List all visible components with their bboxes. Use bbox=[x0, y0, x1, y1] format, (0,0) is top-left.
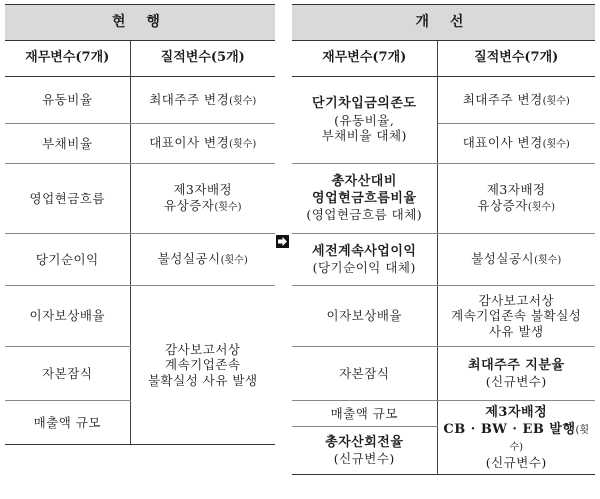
improved-qual-cell: 대표이사 변경(횟수) bbox=[437, 124, 595, 164]
current-fin-cell: 이자보상배율 bbox=[5, 286, 130, 347]
improved-qual-cell: 불성실공시(횟수) bbox=[437, 234, 595, 286]
improved-qual-cell: 제3자배정 유상증자(횟수) bbox=[437, 164, 595, 234]
improved-qual-cell: 감사보고서상 계속기업존속 불확실성 사유 발생 bbox=[437, 286, 595, 347]
current-col-qualitative: 질적변수(5개) bbox=[130, 41, 275, 77]
current-fin-cell: 매출액 규모 bbox=[5, 401, 130, 445]
current-qual-line: 불확실성 사유 발생 bbox=[147, 372, 258, 388]
current-fin-cell: 자본잠식 bbox=[5, 347, 130, 401]
improved-fin-cell: 자본잠식 bbox=[292, 347, 437, 401]
improved-fin-cell: 세전계속사업이익 (당기순이익 대체) bbox=[292, 234, 437, 286]
current-fin-cell: 당기순이익 bbox=[5, 234, 130, 286]
improved-qual-cell: 최대주주 변경(횟수) bbox=[437, 77, 595, 124]
improved-fin-cell: 총자산대비 영업현금흐름비율 (영업현금흐름 대체) bbox=[292, 164, 437, 234]
current-qual-cell: 불성실공시(횟수) bbox=[130, 234, 275, 286]
arrow-right-icon bbox=[276, 235, 289, 248]
current-qual-line: 계속기업존속 bbox=[165, 357, 241, 373]
improved-qual-cell: 최대주주 지분율 (신규변수) bbox=[437, 347, 595, 401]
current-col-financial: 재무변수(7개) bbox=[5, 41, 130, 77]
improved-col-qualitative: 질적변수(7개) bbox=[437, 41, 595, 77]
improved-qual-merged-cell: 제3자배정 CB · BW · EB 발행(횟수) (신규변수) bbox=[443, 404, 590, 470]
current-qual-line: 감사보고서상 bbox=[165, 341, 241, 357]
current-table bbox=[5, 4, 275, 445]
improved-table bbox=[292, 4, 595, 475]
current-qual-cell: 대표이사 변경(횟수) bbox=[130, 124, 275, 164]
current-qual-merged-cell bbox=[130, 286, 275, 445]
improved-col-financial: 재무변수(7개) bbox=[292, 41, 437, 77]
current-fin-cell: 유동비율 bbox=[5, 77, 130, 124]
improved-fin-cell: 매출액 규모 bbox=[292, 401, 437, 427]
improved-title: 개 선 bbox=[292, 5, 595, 41]
current-fin-cell: 부채비율 bbox=[5, 124, 130, 164]
improved-fin-cell: 이자보상배율 bbox=[292, 286, 437, 347]
current-fin-cell: 영업현금흐름 bbox=[5, 164, 130, 234]
improved-fin-cell: 총자산회전율 (신규변수) bbox=[292, 427, 437, 475]
improved-fin-cell: 단기차입금의존도 (유동비율, 부채비율 대체) bbox=[292, 77, 437, 164]
current-qual-cell: 최대주주 변경(횟수) bbox=[130, 77, 275, 124]
current-qual-cell: 제3자배정 유상증자(횟수) bbox=[130, 164, 275, 234]
current-title: 현 행 bbox=[5, 5, 275, 41]
